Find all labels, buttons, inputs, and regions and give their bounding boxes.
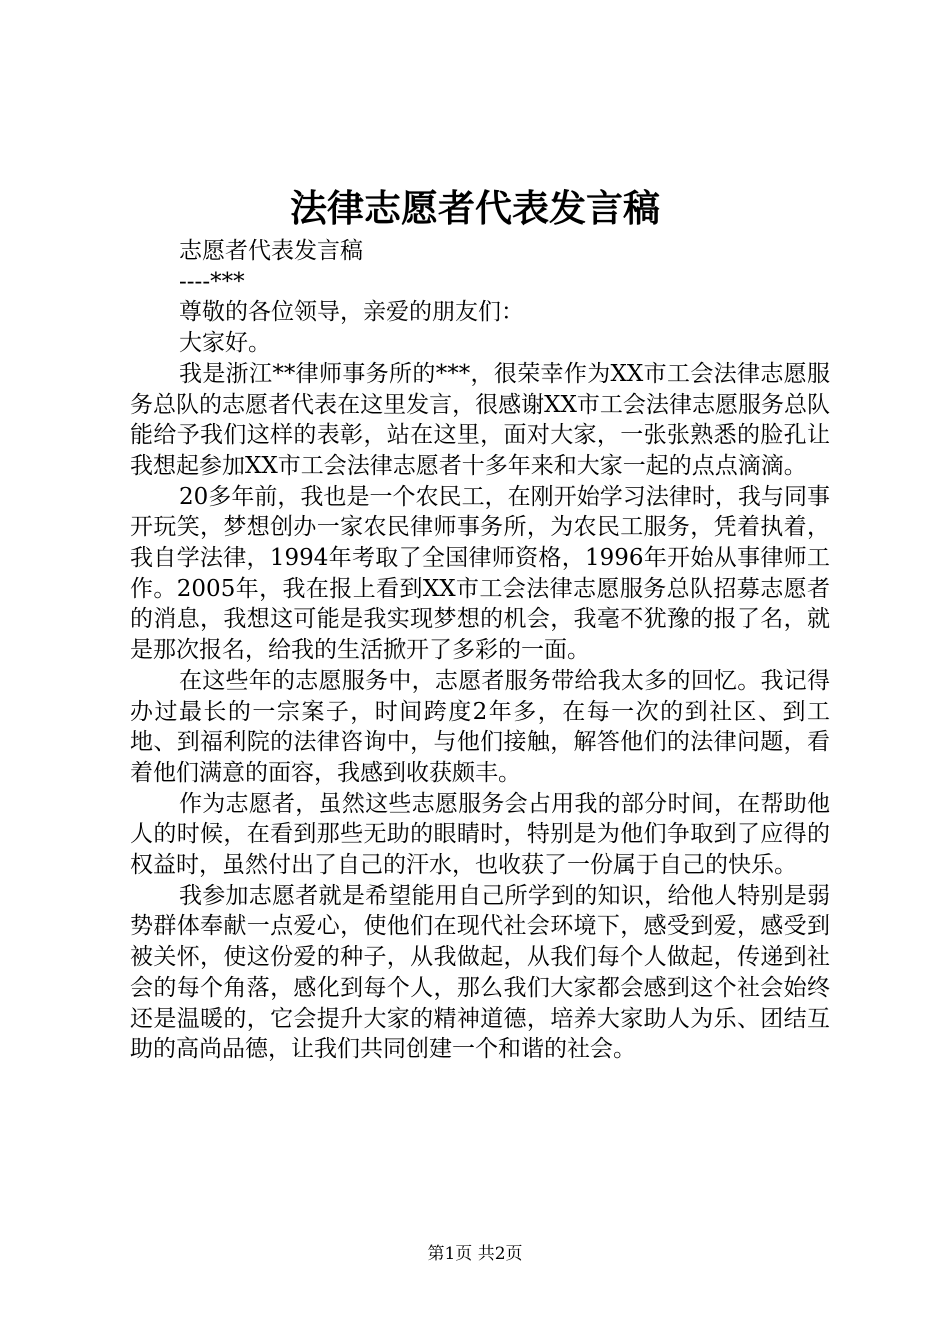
page-footer: 第1页 共2页: [427, 1244, 523, 1264]
author-line: ----***: [179, 268, 245, 295]
paragraph: 我是浙江**律师事务所的***，很荣幸作为XX市工会法律志愿服务总队的志愿者代表在这里发言，很感谢XX市工会法律志愿服务总队能给予我们这样的表彰，站在这里，面对大家，一张张熟悉的脸孔让我想起参加XX市工会法律志愿者十多年来和大家一起的点点滴滴。: [130, 360, 830, 479]
salutation: 尊敬的各位领导，亲爱的朋友们：: [179, 299, 524, 326]
paragraph: 在这些年的志愿服务中，志愿者服务带给我太多的回忆。我记得办过最长的一宗案子，时间跨度2年多，在每一次的到社区、到工地、到福利院的法律咨询中，与他们接触，解答他们的法律问题，看着他们满意的面容，我感到收获颇丰。: [130, 667, 830, 786]
greeting: 大家好。: [179, 330, 271, 357]
paragraph: 我参加志愿者就是希望能用自己所学到的知识，给他人特别是弱势群体奉献一点爱心，使他们在现代社会环境下，感受到爱，感受到被关怀，使这份爱的种子，从我做起，从我们每个人做起，传递到社会的每个角落，感化到每个人，那么我们大家都会感到这个社会始终还是温暖的，它会提升大家的精神道德，培养大家助人为乐、团结互助的高尚品德，让我们共同创建一个和谐的社会。: [130, 882, 830, 1063]
paragraph: 作为志愿者，虽然这些志愿服务会占用我的部分时间，在帮助他人的时候，在看到那些无助的眼睛时，特别是为他们争取到了应得的权益时，虽然付出了自己的汗水，也收获了一份属于自己的快乐。: [130, 790, 830, 879]
document-body: [130, 236, 830, 1065]
page-title: 法律志愿者代表发言稿: [290, 186, 660, 230]
document-subtitle: 志愿者代表发言稿: [179, 238, 363, 264]
paragraph: 20多年前，我也是一个农民工，在刚开始学习法律时，我与同事开玩笑，梦想创办一家农民律师事务所，为农民工服务，凭着执着，我自学法律，1994年考取了全国律师资格，1996年开始从事律师工作。2005年，我在报上看到XX市工会法律志愿服务总队招募志愿者的消息，我想这可能是我实现梦想的机会，我毫不犹豫的报了名，就是那次报名，给我的生活掀开了多彩的一面。: [130, 483, 830, 664]
